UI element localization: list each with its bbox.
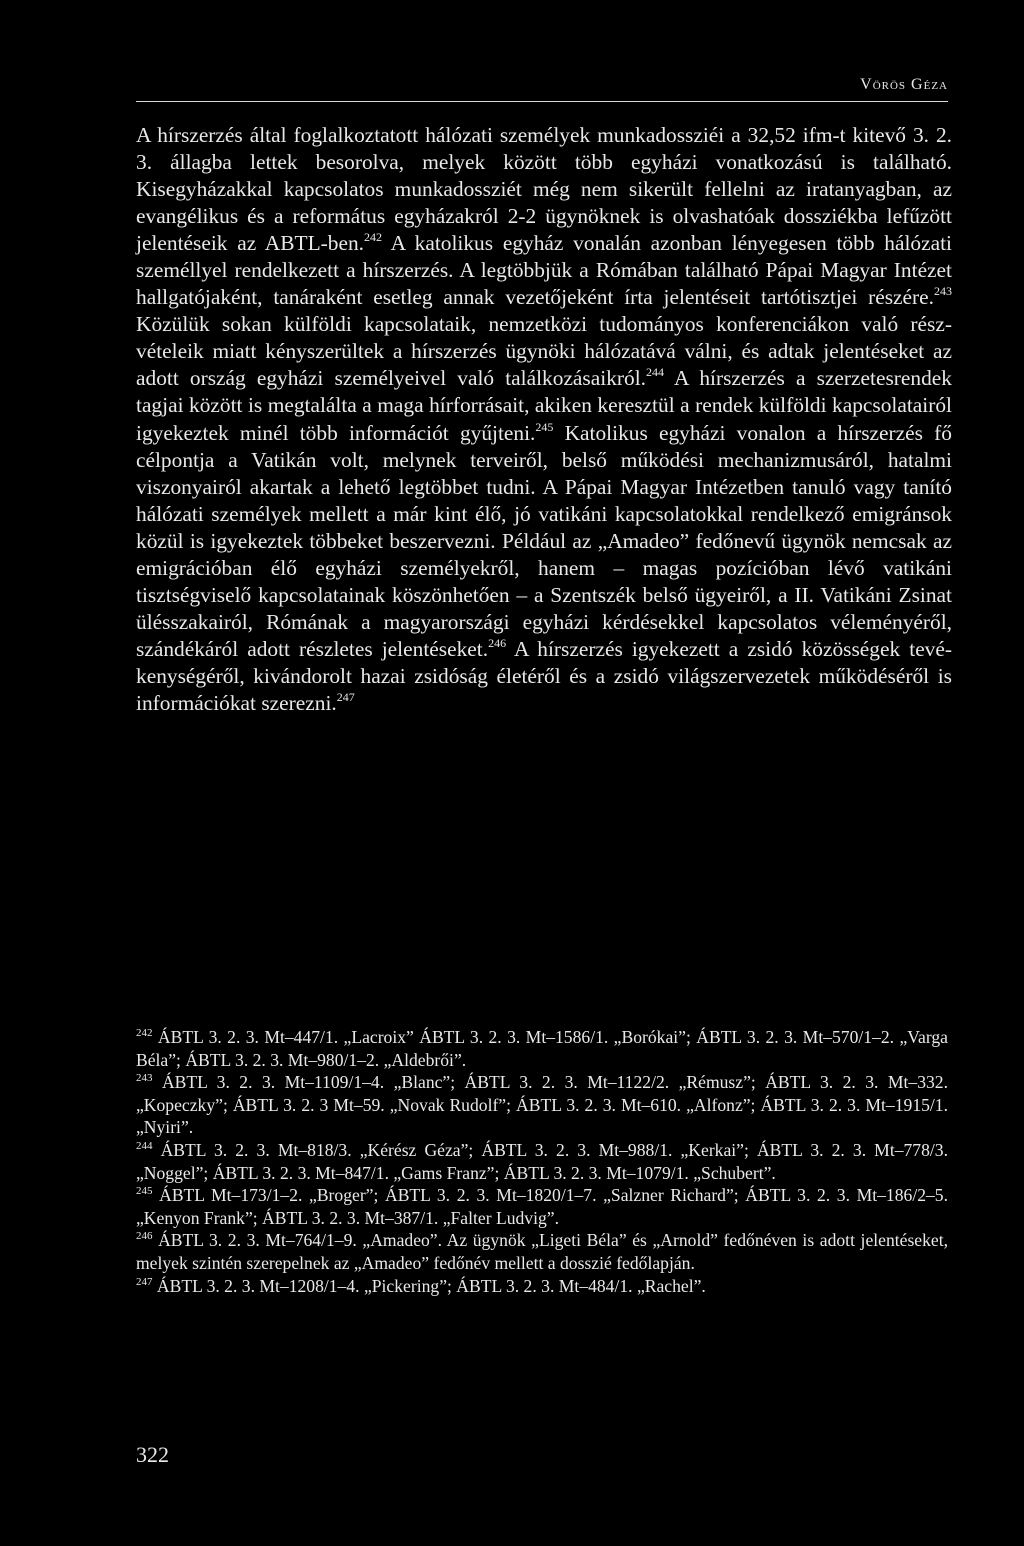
footnote bbox=[136, 1184, 948, 1229]
footnote-ref: 244 bbox=[646, 365, 664, 380]
header-rule bbox=[136, 101, 948, 102]
text-segment: Katolikus egyházi vonalon a hírszerzés fő célpontja a Vatikán volt, melynek terveiről, belső működési mechanizmusáról, hatalmi viszonyairól akartak a lehető legtöbbet tudni. A Pápai Magyar Intézetben tanuló vagy tanító hálózati személyek mellett a már kint élő, jó vatikáni kapcsolatokkal rendelkező emigránsok közül is igyekeztek többeket beszervezni. Például az „Amadeo” fedőnevű ügynök nemcsak az emigrációban élő egyházi személyekről, hanem – magas pozícióban lévő vatikáni tisztségviselő kapcsolatainak köszönhetően – a Szentszék belső ügyeiről, a II. Vatikáni Zsinat ülésszakairól, Rómának a magyarországi egyházi kérdésekkel kapcsolatos véleményéről, szándékáról adott részletes jelentéseket. bbox=[136, 420, 952, 661]
footnote bbox=[136, 1139, 948, 1184]
footnote-number: 247 bbox=[136, 1275, 153, 1288]
main-paragraph bbox=[136, 122, 952, 717]
footnote bbox=[136, 1071, 948, 1139]
footnote-ref: 242 bbox=[364, 230, 383, 245]
footnote bbox=[136, 1275, 948, 1298]
footnote-number: 242 bbox=[136, 1027, 153, 1039]
footnote-text: ÁBTL 3. 2. 3. Mt–818/3. „Kérész Géza”; ÁBTL 3. 2. 3. Mt–988/1. „Kerkai”; ÁBTL 3. 2. 3. Mt–778/3. „Noggel”; ÁBTL 3. 2. 3. Mt–847/1. „Gams Franz”; ÁBTL 3. 2. 3. Mt–1079/1. „Schubert”. bbox=[136, 1139, 948, 1183]
text-segment: A hírszerzés által foglalkoztatott hálózati személyek munkadossziéi a 32,52 ifm-t kitevő 3. 2. 3. állagba lettek besorolva, melyek között több egyházi vonatkozású is található. Kisegyházakkal kapcsolatos munkadossziét még nem sikerült fellelni az iratanyagban, az evangélikus és a református egyházakról 2-2 ügynöknek is olvashatóak dossziékba lefűzött jelentéseik az ABTL-ben. bbox=[136, 123, 952, 256]
footnote-text: ÁBTL 3. 2. 3. Mt–764/1–9. „Amadeo”. Az ügynök „Ligeti Béla” és „Arnold” fedőnéven is adott jelentéseket, melyek szintén szerepelnek az „Amadeo” fedőnév mellett a dosszié fedőlapján. bbox=[136, 1230, 948, 1273]
text-segment: A hírszerzés igyekezett a zsidó közösségek tevékenységéről, kivándorolt hazai zsidóság életéről és a zsidó világszervezetek működéséről is információkat szerezni. bbox=[136, 636, 952, 715]
footnote-number: 246 bbox=[136, 1230, 153, 1243]
footnote-ref: 245 bbox=[535, 419, 554, 434]
footnote-ref: 247 bbox=[336, 689, 355, 704]
footnote-ref: 243 bbox=[934, 284, 952, 299]
footnotes bbox=[136, 1026, 948, 1297]
text-segment: A katolikus egyház vonalán azonban lényegesen több hálózati személlyel rendelkezett a hírszerzés. A legtöbbjük a Rómában található Pápai Magyar Intézet hallgatójaként, tanáraként esetleg annak vezetőjeként írta jelentéseit tartótisztjei részére. bbox=[136, 231, 952, 310]
footnote-text: ÁBTL 3. 2. 3. Mt–1109/1–4. „Blanc”; ÁBTL 3. 2. 3. Mt–1122/2. „Rémusz”; ÁBTL 3. 2. 3. Mt–332. „Kopeczky”; ÁBTL 3. 2. 3 Mt–59. „Novak Rudolf”; ÁBTL 3. 2. 3. Mt–610. „Alfonz”; ÁBTL 3. 2. 3. Mt–1915/1. „Nyiri”. bbox=[136, 1072, 948, 1138]
footnote-text: ÁBTL 3. 2. 3. Mt–1208/1–4. „Pickering”; ÁBTL 3. 2. 3. Mt–484/1. „Rachel”. bbox=[152, 1275, 706, 1296]
main-text bbox=[136, 122, 952, 717]
text-segment: Közülük sokan külföldi kapcsolataik, nemzetközi tudományos konferenciákon való részvételeik miatt kényszerültek a hírszerzés ügynöki hálózatává válni, és adtak jelentéseket az adott ország egyházi személyeivel való találkozásaikról. bbox=[136, 312, 952, 391]
footnote bbox=[136, 1026, 948, 1071]
text-segment: A hírszerzés a szerzetesrendek tagjai között is megtalálta a maga hírforrásait, akiken keresztül a rendek külföldi kapcsolatairól igyekeztek minél több információt gyűjteni. bbox=[136, 366, 952, 445]
footnote-text: ÁBTL 3. 2. 3. Mt–447/1. „Lacroix” ÁBTL 3. 2. 3. Mt–1586/1. „Borókai”; ÁBTL 3. 2. 3. Mt–570/1–2. „Varga Béla”; ÁBTL 3. 2. 3. Mt–980/1–2. „Aldebrői”. bbox=[136, 1027, 948, 1070]
footnote-text: ÁBTL Mt–173/1–2. „Broger”; ÁBTL 3. 2. 3. Mt–1820/1–7. „Salzner Richard”; ÁBTL 3. 2. 3. Mt–186/2–5. „Kenyon Frank”; ÁBTL 3. 2. 3. Mt–387/1. „Falter Ludvig”. bbox=[136, 1185, 948, 1228]
footnote-number: 243 bbox=[136, 1072, 153, 1085]
footnote-ref: 246 bbox=[488, 635, 507, 650]
footnote-number: 245 bbox=[136, 1185, 153, 1198]
page-number: 322 bbox=[136, 1442, 169, 1467]
running-header: Vörös Géza bbox=[860, 76, 948, 93]
footnote bbox=[136, 1229, 948, 1274]
footnote-number: 244 bbox=[136, 1139, 153, 1152]
